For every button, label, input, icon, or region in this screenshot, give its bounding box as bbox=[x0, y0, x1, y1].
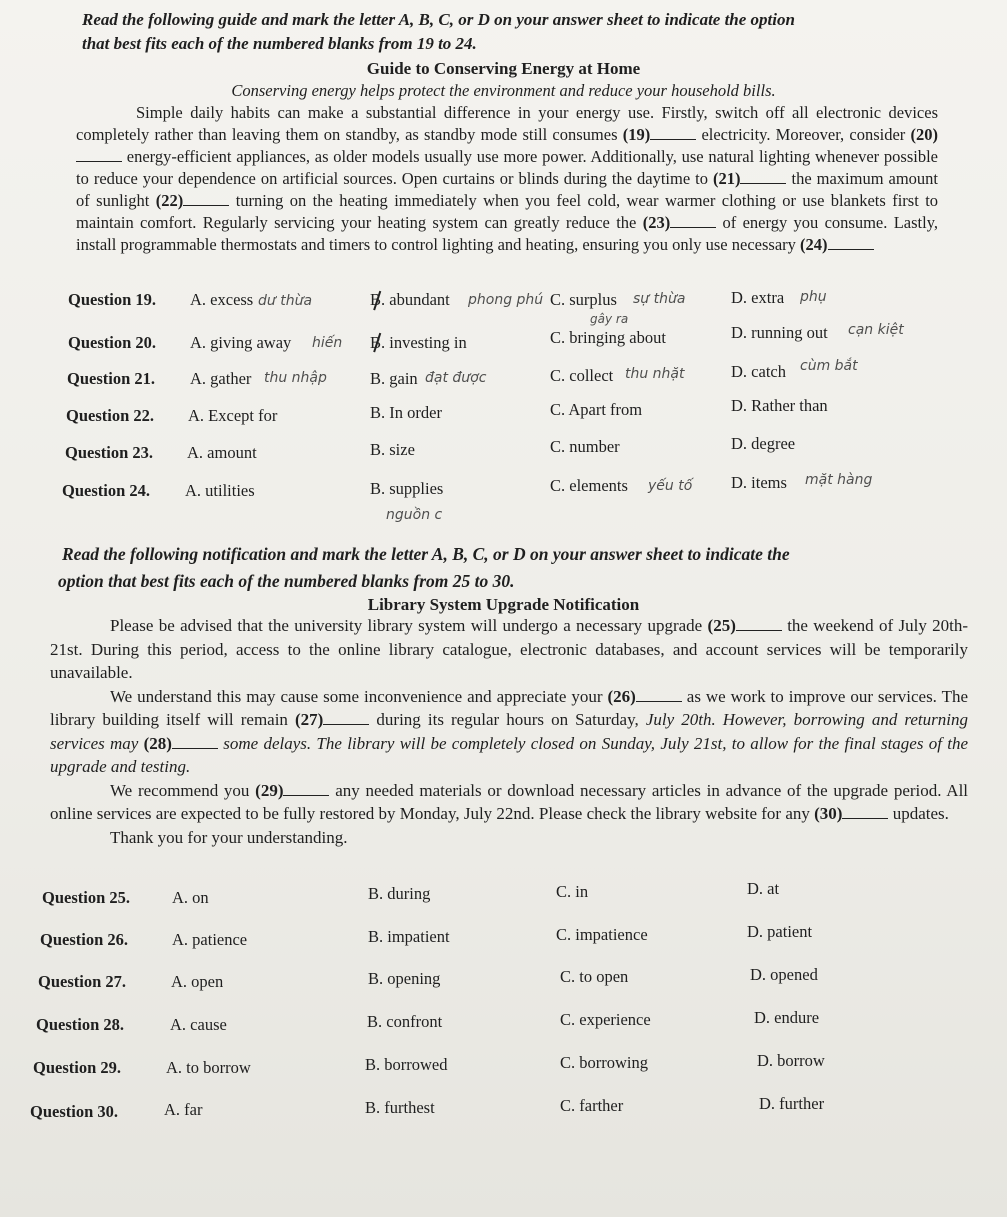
option-24-a[interactable]: A. utilities bbox=[185, 481, 255, 500]
question-20-label: Question 20. bbox=[68, 333, 157, 352]
option-25-d[interactable]: D. at bbox=[747, 879, 780, 898]
option-24-c[interactable]: C. elements bbox=[550, 476, 628, 495]
blank-29-line bbox=[283, 783, 329, 796]
handwriting-21d: cùm bắt bbox=[800, 358, 858, 374]
section1-instruction-line1: Read the following guide and mark the letter A, B, C, or D on your answer sheet to indicate the option bbox=[82, 10, 795, 29]
passage2-text-e: during its regular hours on Saturday, bbox=[376, 710, 639, 729]
option-27-a[interactable]: A. open bbox=[171, 972, 224, 991]
handwriting-19c: sự thừa bbox=[633, 291, 686, 307]
option-27-c[interactable]: C. to open bbox=[560, 967, 629, 986]
option-20-a[interactable]: A. giving away bbox=[190, 333, 292, 352]
blank-24-line bbox=[828, 237, 874, 250]
section1-subtitle: Conserving energy helps protect the environment and reduce your household bills. bbox=[231, 81, 776, 100]
passage2-text-k: Thank you for your understanding. bbox=[110, 827, 348, 847]
blank-27: (27) bbox=[295, 710, 324, 729]
handwriting-20d: cạn kiệt bbox=[848, 322, 904, 338]
passage2-text-h: We recommend you bbox=[110, 780, 250, 800]
question-22-label: Question 22. bbox=[66, 406, 155, 425]
blank-30: (30) bbox=[814, 804, 843, 823]
passage2-text-a: Please be advised that the university library system will undergo a necessary upgrade bbox=[110, 616, 703, 635]
blank-26-line bbox=[636, 689, 682, 702]
passage2-text-j: updates. bbox=[892, 804, 949, 823]
question-label: Question 19. bbox=[68, 290, 157, 309]
question-19 bbox=[68, 290, 156, 310]
option-30-c[interactable]: C. farther bbox=[560, 1096, 624, 1115]
option-22-d[interactable]: D. Rather than bbox=[731, 396, 828, 415]
option-21-b[interactable]: B. gain bbox=[370, 369, 418, 388]
option-21-c[interactable]: C. collect bbox=[550, 366, 614, 385]
question-25-label: Question 25. bbox=[42, 888, 131, 907]
option-28-b[interactable]: B. confront bbox=[367, 1012, 443, 1031]
section2-instruction-line2: option that best fits each of the numbered blanks from 25 to 30. bbox=[58, 571, 515, 591]
option-25-b[interactable]: B. during bbox=[368, 884, 431, 903]
option-20-c[interactable]: C. bringing about bbox=[550, 328, 666, 347]
blank-21-line bbox=[740, 171, 786, 184]
handwriting-19a: dư thừa bbox=[258, 293, 313, 309]
passage2-text-c: We understand this may cause some inconvenience and appreciate your bbox=[110, 686, 603, 706]
option-21-d[interactable]: D. catch bbox=[731, 362, 786, 381]
blank-28-line bbox=[172, 736, 218, 749]
question-26-label: Question 26. bbox=[40, 930, 129, 949]
option-30-a[interactable]: A. far bbox=[164, 1100, 203, 1119]
blank-26: (26) bbox=[607, 686, 636, 706]
blank-25: (25) bbox=[707, 616, 736, 635]
option-24-d[interactable]: D. items bbox=[731, 473, 787, 492]
option-23-a[interactable]: A. amount bbox=[187, 443, 257, 462]
blank-19: (19) bbox=[622, 125, 651, 144]
handwriting-19b: phong phú bbox=[468, 292, 544, 308]
handwriting-24c: yếu tố bbox=[648, 478, 693, 494]
handwriting-21c: thu nhặt bbox=[625, 366, 685, 382]
option-24-b[interactable]: B. supplies bbox=[370, 479, 444, 498]
option-20-d[interactable]: D. running out bbox=[731, 323, 828, 342]
blank-23: (23) bbox=[642, 213, 671, 232]
passage1-text-c: energy-efficient appliances, as older models usually use more power. Additionally, use natural lighting whenever possible to reduce your dependence on artificial sources. Open curtains or blinds during the daytime to bbox=[76, 147, 938, 188]
passage1-text-d: the maximum amount of sunlight bbox=[76, 169, 939, 210]
blank-28: (28) bbox=[143, 733, 172, 753]
blank-19-line bbox=[650, 127, 696, 140]
option-29-b[interactable]: B. borrowed bbox=[365, 1055, 448, 1074]
option-27-d[interactable]: D. opened bbox=[750, 965, 818, 984]
section1-title: Guide to Conserving Energy at Home bbox=[366, 59, 641, 78]
blank-29: (29) bbox=[255, 780, 284, 800]
handwriting-19d: phụ bbox=[800, 289, 827, 305]
option-19-c[interactable]: C. surplus bbox=[550, 290, 617, 309]
section2-title: Library System Upgrade Notification bbox=[367, 595, 640, 614]
option-26-b[interactable]: B. impatient bbox=[368, 927, 450, 946]
handwriting-20c: gây ra bbox=[590, 312, 629, 326]
option-20-b[interactable]: B. investing in bbox=[370, 333, 467, 352]
question-30-label: Question 30. bbox=[30, 1102, 119, 1121]
handwriting-24d: mặt hàng bbox=[805, 472, 873, 488]
option-26-a[interactable]: A. patience bbox=[172, 930, 248, 949]
option-25-c[interactable]: C. in bbox=[556, 882, 589, 901]
option-23-d[interactable]: D. degree bbox=[731, 434, 796, 453]
blank-24: (24) bbox=[800, 235, 828, 254]
question-24-label: Question 24. bbox=[62, 481, 151, 500]
option-22-c[interactable]: C. Apart from bbox=[550, 400, 643, 419]
passage1-text-b: electricity. Moreover, consider bbox=[701, 125, 906, 144]
passage2-text-g: some delays. The library will be completely closed on Sunday, July 21st, to allow for the final stages of the upgrade and testing. bbox=[50, 733, 969, 776]
question-23-label: Question 23. bbox=[65, 443, 154, 462]
option-29-d[interactable]: D. borrow bbox=[757, 1051, 825, 1070]
passage1-text-e: turning on the heating immediately when you feel cold, wear warmer clothing or use blankets first to maintain comfort. Regularly servicing your heating system can greatly reduce the bbox=[76, 191, 939, 232]
handwriting-21a: thu nhập bbox=[264, 370, 327, 386]
option-22-b[interactable]: B. In order bbox=[370, 403, 442, 422]
blank-22-line bbox=[183, 193, 229, 206]
option-19-a[interactable]: A. excess bbox=[190, 290, 254, 309]
passage2-text-d: as we work to improve our services. The library building itself will remain bbox=[50, 686, 968, 729]
handwriting-20a: hiến bbox=[312, 335, 343, 351]
option-19-d[interactable]: D. extra bbox=[731, 288, 785, 307]
blank-20-line bbox=[76, 149, 122, 162]
option-23-b[interactable]: B. size bbox=[370, 440, 415, 459]
option-25-a[interactable]: A. on bbox=[172, 888, 209, 907]
question-29-label: Question 29. bbox=[33, 1058, 122, 1077]
section2-instruction-line1: Read the following notification and mark the letter A, B, C, or D on your answer sheet to indicate the bbox=[62, 544, 790, 564]
blank-30-line bbox=[842, 806, 888, 819]
option-29-c[interactable]: C. borrowing bbox=[560, 1053, 648, 1072]
passage2-text-f: July 20th. However, borrowing and returning services may bbox=[50, 710, 968, 753]
option-27-b[interactable]: B. opening bbox=[368, 969, 441, 988]
option-30-b[interactable]: B. furthest bbox=[365, 1098, 435, 1117]
question-21-label: Question 21. bbox=[67, 369, 156, 388]
option-29-a[interactable]: A. to borrow bbox=[166, 1058, 251, 1077]
option-26-c[interactable]: C. impatience bbox=[556, 925, 648, 944]
option-30-d[interactable]: D. further bbox=[759, 1094, 825, 1113]
question-28-label: Question 28. bbox=[36, 1015, 125, 1034]
passage1-text-f: of energy you consume. Lastly, install programmable thermostats and timers to control lighting and heating, ensuring you only use necessary bbox=[76, 213, 938, 254]
option-22-a[interactable]: A. Except for bbox=[188, 406, 278, 425]
blank-22: (22) bbox=[155, 191, 184, 210]
section1-passage bbox=[76, 102, 938, 256]
blank-21: (21) bbox=[712, 169, 741, 188]
passage2-text-i: any needed materials or download necessary articles in advance of the upgrade period. All online services are expected to be fully restored by Monday, July 22nd. Please check the library website for any bbox=[50, 780, 969, 823]
option-28-a[interactable]: A. cause bbox=[170, 1015, 227, 1034]
question-27-label: Question 27. bbox=[38, 972, 127, 991]
section1-instruction-line2: that best fits each of the numbered blanks from 19 to 24. bbox=[82, 34, 477, 53]
section2-passage bbox=[50, 614, 968, 849]
option-21-a[interactable]: A. gather bbox=[190, 369, 252, 388]
blank-23-line bbox=[670, 215, 716, 228]
option-19-b[interactable]: B. abundant bbox=[370, 290, 450, 309]
blank-25-line bbox=[736, 618, 782, 631]
passage1-text-a: Simple daily habits can make a substantial difference in your energy use. Firstly, switch off all electronic devices completely rather than leaving them on standby, as standby mode still consumes bbox=[76, 103, 938, 144]
option-26-d[interactable]: D. patient bbox=[747, 922, 813, 941]
option-28-c[interactable]: C. experience bbox=[560, 1010, 651, 1029]
passage2-text-b: the weekend of July 20th-21st. During this period, access to the online library catalogue, electronic databases, and account services will be temporarily unavailable. bbox=[50, 616, 969, 682]
handwriting-21b: đạt được bbox=[425, 370, 487, 386]
option-28-d[interactable]: D. endure bbox=[754, 1008, 820, 1027]
option-23-c[interactable]: C. number bbox=[550, 437, 620, 456]
blank-27-line bbox=[323, 712, 369, 725]
blank-20: (20) bbox=[910, 125, 939, 144]
handwriting-24b: nguồn c bbox=[386, 507, 443, 523]
